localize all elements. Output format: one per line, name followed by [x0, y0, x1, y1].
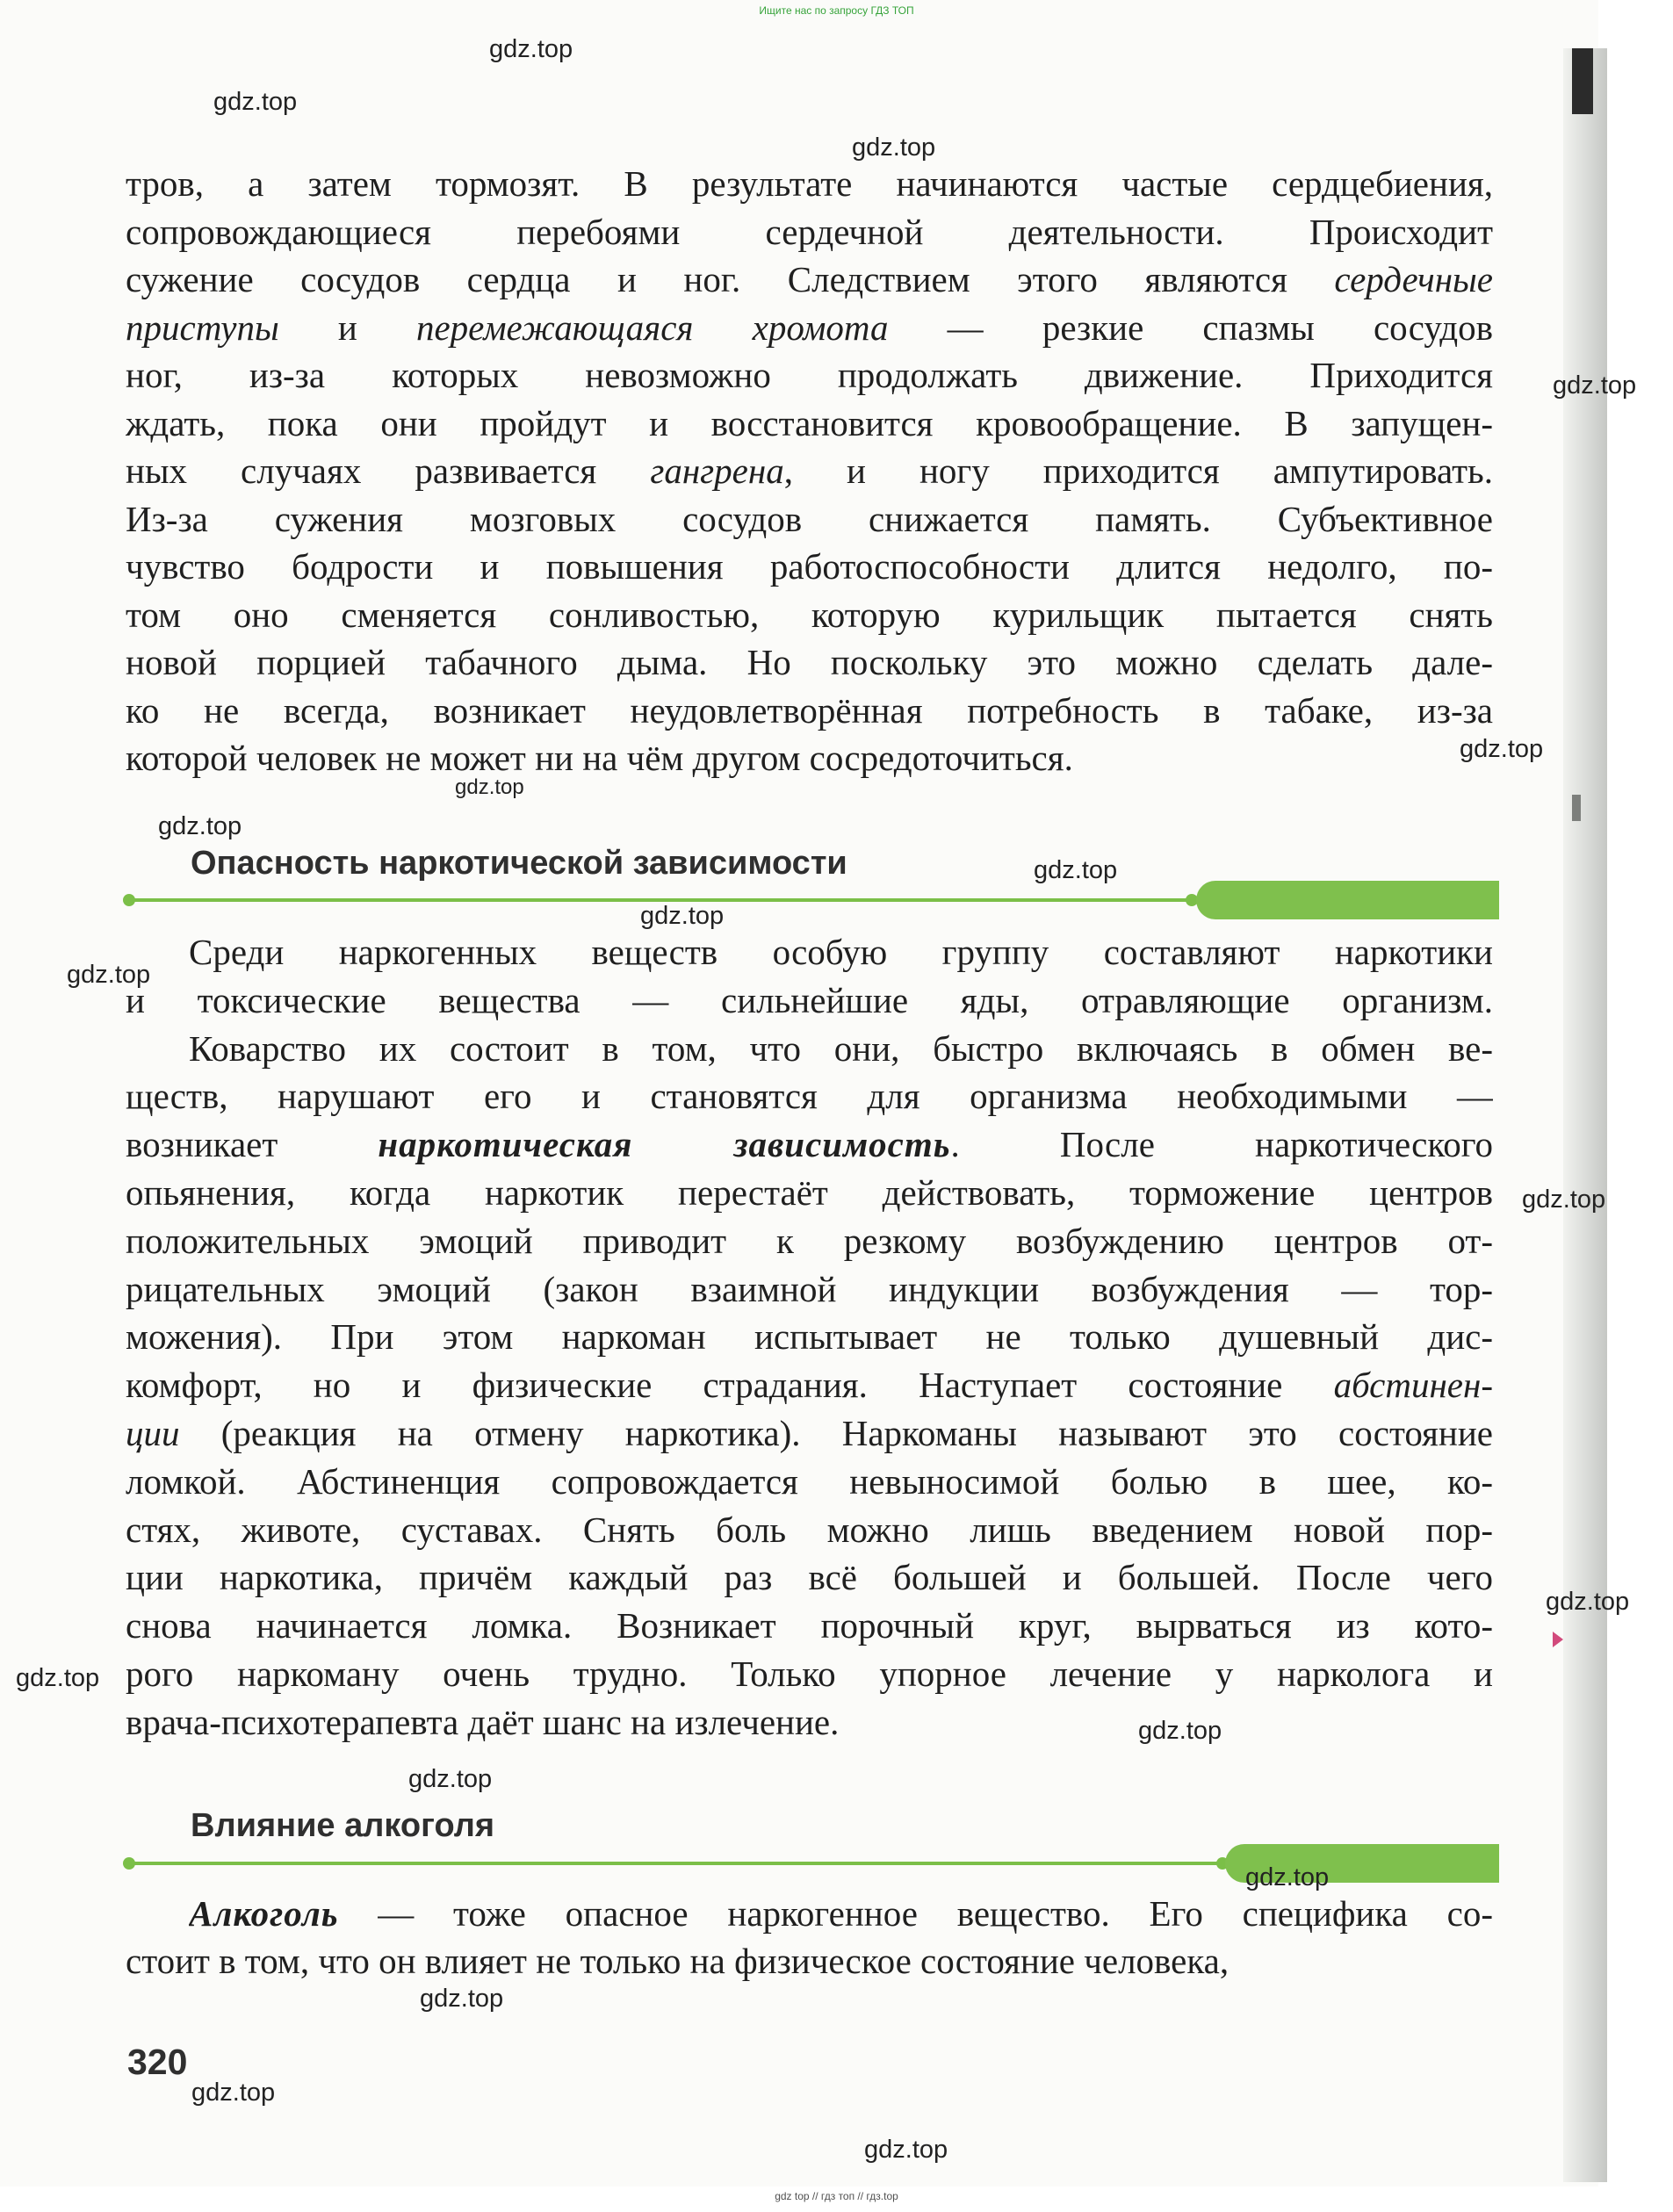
text-line: которой человек не может ни на чём другом сосредоточиться.	[126, 738, 1073, 778]
text-line: стях, животе, суставах. Снять боль можно лишь введением новой пор-	[126, 1509, 1493, 1550]
page-edge-mark	[1572, 48, 1593, 114]
watermark-text: gdz.top	[455, 775, 524, 799]
text-line: сопровождающиеся перебоями сердечной деятельности. Происходит	[126, 211, 1493, 252]
watermark-text: gdz.top	[420, 1985, 504, 2013]
watermark-text: gdz.top	[864, 2136, 948, 2164]
text-line: Среди наркогенных веществ особую группу составляют наркотики	[189, 932, 1493, 972]
text-line: рицательных эмоций (закон взаимной индукции возбуждения — тор-	[126, 1268, 1493, 1309]
text-line: приступы и перемежающаяся хромота — резкие спазмы сосудов	[126, 306, 1493, 348]
text-line: чувство бодрости и повышения работоспособности длится недолго, по-	[126, 546, 1493, 587]
watermark-text: gdz.top	[1245, 1863, 1330, 1891]
text-line: комфорт, но и физические страдания. Наступает состояние абстинен-	[126, 1365, 1493, 1406]
text-line: возникает наркотическая зависимость. После наркотического	[126, 1124, 1493, 1165]
text-line: Коварство их состоит в том, что они, быстро включаясь в обмен ве-	[189, 1027, 1493, 1069]
text-line: Из-за сужения мозговых сосудов снижается память. Субъективное	[126, 498, 1493, 539]
text-line: и токсические вещества — сильнейшие яды, отравляющие организм.	[126, 979, 1493, 1020]
heading-narcotic-dependence: Опасность наркотической зависимости	[191, 845, 847, 882]
watermark-text: gdz.top	[191, 2079, 276, 2107]
text-line: ждать, пока они пройдут и восстановится кровообращение. В запущен-	[126, 402, 1493, 443]
bold-term: наркотическая зависимость	[378, 1124, 951, 1165]
text-line: Алкоголь — тоже опасное наркогенное вещество. Его специфика со-	[189, 1893, 1493, 1934]
heading-alcohol-influence: Влияние алкоголя	[191, 1807, 495, 1844]
text-line: врача-психотерапевта даёт шанс на излечение.	[126, 1701, 840, 1742]
watermark-text: gdz.top	[1522, 1185, 1606, 1214]
text-line: ных случаях развивается гангрена, и ногу приходится ампутировать.	[126, 450, 1493, 491]
watermark-text: gdz.top	[1546, 1588, 1630, 1616]
text-line: ко не всегда, возникает неудовлетворённая потребность в табаке, из-за	[126, 689, 1493, 731]
watermark-text: gdz.top	[1034, 856, 1118, 884]
text-line: ции наркотика, причём каждый раз всё большей и большей. После чего	[126, 1557, 1493, 1598]
text-line: можения). При этом наркоман испытывает не только душевный дис-	[126, 1316, 1493, 1358]
text-line: ществ, нарушают его и становятся для организма необходимыми —	[126, 1076, 1493, 1117]
text-line: снова начинается ломка. Возникает порочный круг, вырваться из кото-	[126, 1605, 1493, 1646]
text-line: положительных эмоций приводит к резкому возбуждению центров от-	[126, 1220, 1493, 1261]
bold-term: Алкоголь	[189, 1893, 339, 1934]
heading-rule-2	[130, 1862, 1223, 1865]
text-line: ломкой. Абстиненция сопровождается невыносимой болью в шее, ко-	[126, 1460, 1493, 1502]
italic-term: ции	[126, 1413, 180, 1453]
watermark-text: gdz.top	[1553, 371, 1637, 400]
text-line: опьянения, когда наркотик перестаёт действовать, торможение центров	[126, 1172, 1493, 1213]
text-line: сужение сосудов сердца и ног. Следствием этого являются сердечные	[126, 259, 1493, 299]
text-line: новой порцией табачного дыма. Но поскольку это можно сделать дале-	[126, 642, 1493, 682]
watermark-text: gdz.top	[16, 1664, 100, 1692]
watermark-text: gdz.top	[67, 961, 151, 989]
page-edge-tick	[1572, 795, 1581, 821]
text-line: том оно сменяется сонливостью, которую курильщик пытается снять	[126, 594, 1493, 635]
text-line: стоит в том, что он влияет не только на физическое состояние человека,	[126, 1941, 1230, 1981]
watermark-text: gdz.top	[213, 88, 298, 116]
italic-term: сердечные	[1334, 259, 1493, 299]
watermark-text: gdz.top	[1138, 1717, 1222, 1745]
watermark-text: gdz.top	[1460, 735, 1544, 763]
header-search-note: Ищите нас по запросу ГДЗ ТОП	[759, 4, 914, 17]
text-line: тров, а затем тормозят. В результате начинаются частые сердцебиения,	[126, 163, 1493, 204]
page-number: 320	[127, 2042, 188, 2082]
heading-green-bar	[1196, 881, 1499, 919]
italic-term: приступы	[126, 306, 279, 348]
watermark-text: gdz.top	[489, 35, 573, 63]
page-edge-shadow	[1563, 48, 1607, 2182]
italic-term: абстинен-	[1333, 1365, 1493, 1406]
text-line: ног, из-за которых невозможно продолжать движение. Приходится	[126, 355, 1493, 395]
watermark-text: gdz.top	[640, 902, 725, 930]
watermark-text: gdz.top	[158, 812, 242, 840]
page-edge-arrow-icon	[1553, 1632, 1563, 1647]
watermark-text: gdz.top	[408, 1765, 493, 1793]
italic-term: перемежающаяся хромота	[415, 306, 889, 348]
italic-term: гангрена	[650, 450, 784, 491]
text-line: рого наркоману очень трудно. Только упорное лечение у нарколога и	[126, 1654, 1493, 1694]
watermark-text: gdz.top	[852, 133, 936, 162]
text-line: ции (реакция на отмену наркотика). Наркоманы называют это состояние	[126, 1413, 1493, 1453]
footer-note: gdz top // гдз топ // гдз.top	[775, 2190, 898, 2202]
